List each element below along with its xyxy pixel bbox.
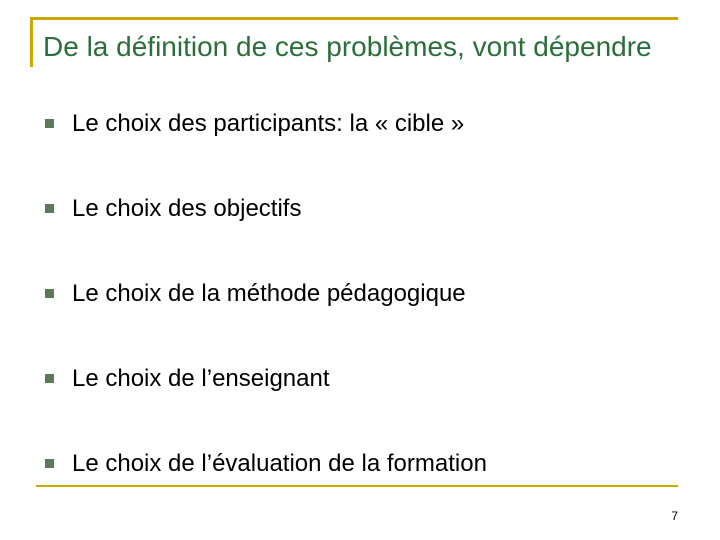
bullet-text: Le choix des participants: la « cible » xyxy=(72,110,465,137)
bullet-text: Le choix des objectifs xyxy=(72,195,302,222)
title-frame-left-rule xyxy=(30,17,33,67)
square-bullet-icon xyxy=(45,374,54,383)
square-bullet-icon xyxy=(45,459,54,468)
square-bullet-icon xyxy=(45,119,54,128)
bullet-text: Le choix de l’évaluation de la formation xyxy=(72,450,487,477)
square-bullet-icon xyxy=(45,204,54,213)
square-bullet-icon xyxy=(45,289,54,298)
bullet-text: Le choix de l’enseignant xyxy=(72,365,330,392)
page-number: 7 xyxy=(671,509,678,523)
footer-divider xyxy=(36,485,678,487)
title-frame-top-rule xyxy=(30,17,678,20)
slide-title: De la définition de ces problèmes, vont dépendre xyxy=(43,31,652,62)
bullet-text: Le choix de la méthode pédagogique xyxy=(72,280,466,307)
